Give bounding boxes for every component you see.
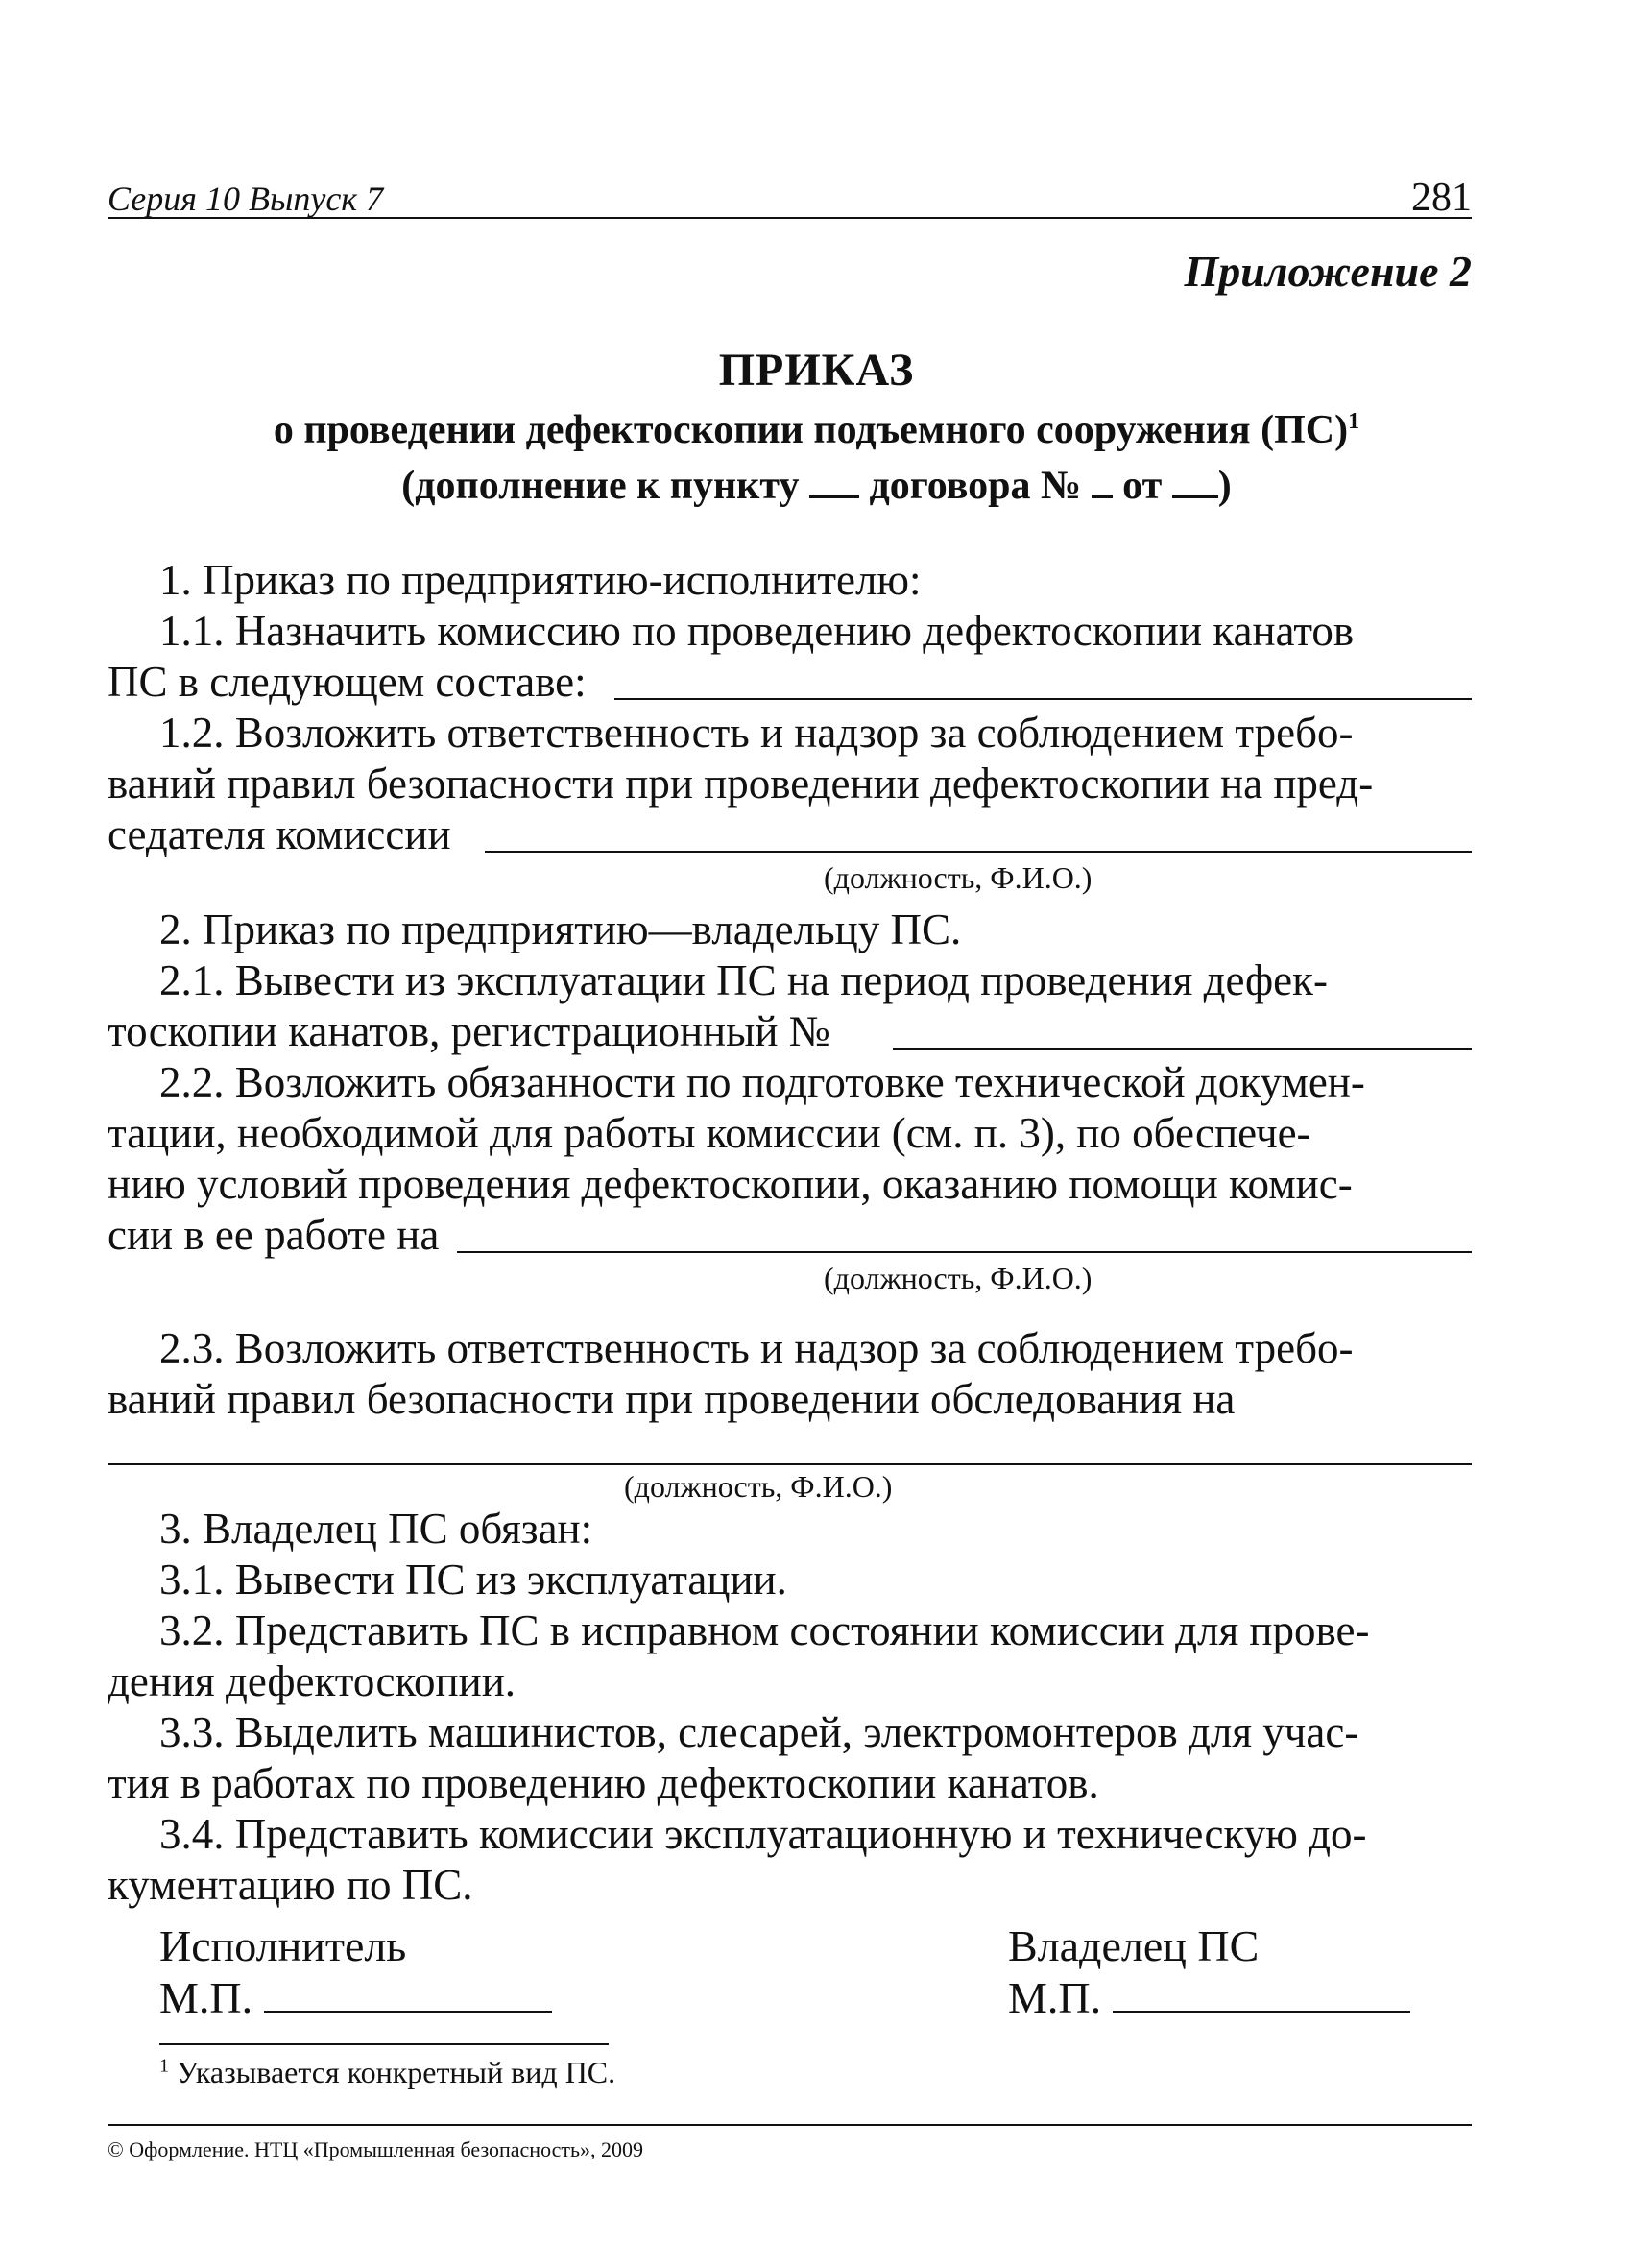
item-2-2-line2: тации, необходимой для работы комиссии (см. п. 3), по обеспече- xyxy=(108,1109,1311,1157)
contract-number-blank xyxy=(1092,467,1113,498)
item-2-1-line2: тоскопии канатов, регистрационный № xyxy=(108,1007,830,1055)
item-2-3-line1: 2.3. Возложить ответственность и надзор за соблюдением требо- xyxy=(159,1324,1354,1372)
section-3-heading: 3. Владелец ПС обязан: xyxy=(159,1505,593,1553)
item-2-2-line4: сии в ее работе на xyxy=(108,1211,440,1259)
registration-number-field xyxy=(893,1048,1472,1050)
owner-seal-label: М.П. xyxy=(1008,1973,1102,2022)
page-number: 281 xyxy=(1411,176,1472,220)
executor-title: Исполнитель xyxy=(159,1921,407,1970)
executor-signature-block xyxy=(159,1920,552,2024)
responsible-person-field xyxy=(457,1251,1472,1253)
owner-seal-row xyxy=(1008,1972,1410,2024)
date-blank xyxy=(1172,467,1218,498)
clause-blank xyxy=(809,467,859,498)
commission-composition-field xyxy=(614,698,1472,700)
document-subtitle xyxy=(0,407,1633,453)
addendum-prefix: (дополнение к пункту xyxy=(401,464,800,508)
item-3-4-line2: кументацию по ПС. xyxy=(108,1861,473,1909)
owner-signature-line xyxy=(1113,2011,1410,2013)
executor-signature-line xyxy=(264,2011,552,2013)
addendum-from: от xyxy=(1122,464,1163,508)
section-2-heading: 2. Приказ по предприятию—владельцу ПС. xyxy=(159,905,962,953)
executor-seal-label: М.П. xyxy=(159,1973,253,2022)
document-addendum xyxy=(0,463,1633,509)
item-2-2-line1: 2.2. Возложить обязанности по подготовке технической докумен- xyxy=(159,1058,1365,1106)
footer-divider xyxy=(108,2124,1472,2126)
footnote-mark: 1 xyxy=(1348,409,1360,434)
footnote-text: Указывается конкретный вид ПС. xyxy=(177,2055,616,2089)
supervisor-field xyxy=(108,1463,1472,1465)
item-1-2-line3: седателя комиссии xyxy=(108,810,451,858)
footnote-number: 1 xyxy=(159,2055,169,2077)
subtitle-text: о проведении дефектоскопии подъемного сооружения (ПС) xyxy=(273,408,1349,452)
header-divider xyxy=(108,217,1472,219)
field-hint: (должность, Ф.И.О.) xyxy=(624,1469,893,1504)
item-1-1-line1: 1.1. Назначить комиссию по проведению дефектоскопии канатов xyxy=(159,607,1355,655)
owner-signature-block xyxy=(1008,1920,1410,2024)
item-1-1-line2: ПС в следующем составе: xyxy=(108,658,587,706)
section-1-heading: 1. Приказ по предприятию-исполнителю: xyxy=(159,556,922,604)
item-3-2-line1: 3.2. Представить ПС в исправном состоянии комиссии для прове- xyxy=(159,1606,1370,1654)
series-label: Серия 10 Выпуск 7 xyxy=(108,180,384,218)
copyright-notice: © Оформление. НТЦ «Промышленная безопасность», 2009 xyxy=(108,2137,644,2161)
document-title: ПРИКАЗ xyxy=(718,345,915,396)
footnote-divider xyxy=(159,2043,609,2045)
item-2-3-line2: ваний правил безопасности при проведении обследования на xyxy=(108,1375,1236,1423)
item-2-1-line1: 2.1. Вывести из эксплуатации ПС на период проведения дефек- xyxy=(159,956,1328,1004)
item-3-3-line2: тия в работах по проведению дефектоскопии канатов. xyxy=(108,1759,1099,1807)
appendix-label: Приложение 2 xyxy=(1184,247,1472,296)
footnote xyxy=(159,2055,615,2090)
item-3-4-line1: 3.4. Представить комиссии эксплуатационную и техническую до- xyxy=(159,1810,1367,1858)
item-3-1: 3.1. Вывести ПС из эксплуатации. xyxy=(159,1556,787,1604)
owner-title: Владелец ПС xyxy=(1008,1921,1260,1970)
item-3-2-line2: дения дефектоскопии. xyxy=(108,1657,516,1705)
item-2-2-line3: нию условий проведения дефектоскопии, оказанию помощи комис- xyxy=(108,1160,1353,1208)
field-hint: (должность, Ф.И.О.) xyxy=(824,1261,1093,1295)
item-3-3-line1: 3.3. Выделить машинистов, слесарей, электромонтеров для учас- xyxy=(159,1708,1359,1756)
field-hint: (должность, Ф.И.О.) xyxy=(824,860,1093,895)
item-1-2-line1: 1.2. Возложить ответственность и надзор за соблюдением требо- xyxy=(159,709,1354,757)
chairman-field xyxy=(485,851,1472,853)
addendum-close: ) xyxy=(1217,464,1232,508)
executor-seal-row xyxy=(159,1972,552,2024)
addendum-contract: договора № xyxy=(869,464,1082,508)
item-1-2-line2: ваний правил безопасности при проведении дефектоскопии на пред- xyxy=(108,760,1374,808)
